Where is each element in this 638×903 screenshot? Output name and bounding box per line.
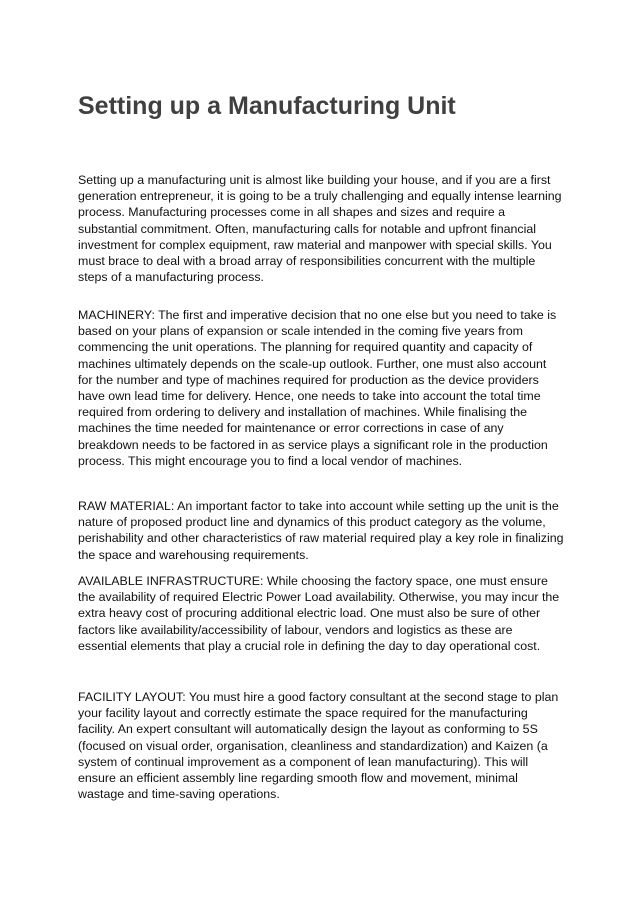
page-title: Setting up a Manufacturing Unit (78, 92, 456, 120)
raw-material-paragraph: RAW MATERIAL: An important factor to take into account while setting up the unit is the nature of proposed product line and dynamics of this product category as the volume, perishability and other characteristics of raw material required play a key role in finalizing the space and warehousing requirements. (78, 499, 564, 562)
intro-paragraph: Setting up a manufacturing unit is almost like building your house, and if you are a first generation entrepreneur, it is going to be a truly challenging and equally intense learning process. Manufacturing processes come in all shapes and sizes and require a substantial commitment. Often, manufacturing calls for notable and upfront financial investment for complex equipment, raw material and manpower with special skills. You must brace to deal with a broad array of responsibilities concurrent with the multiple steps of a manufacturing process. (78, 173, 562, 285)
available-infrastructure-paragraph: AVAILABLE INFRASTRUCTURE: While choosing the factory space, one must ensure the availability of required Electric Power Load availability. Otherwise, you may incur the extra heavy cost of procuring additional electric load. One must also be sure of other factors like availability/accessibility of labour, vendors and logistics as these are essential elements that play a crucial role in defining the day to day operational cost. (78, 574, 560, 653)
machinery-paragraph: MACHINERY: The first and imperative decision that no one else but you need to take is based on your plans of expansion or scale intended in the coming five years from commencing the unit operations. The planning for required quantity and capacity of machines ultimately depends on the scale-up outlook. Further, one must also account for the number and type of machines required for production as the device providers have own lead time for delivery. Hence, one needs to take into account the total time required from ordering to delivery and installation of machines. While finalising the machines the time needed for maintenance or error corrections in case of any breakdown needs to be factored in as service plays a significant role in the production process. This might encourage you to find a local vendor of machines. (78, 308, 557, 468)
facility-layout-paragraph: FACILITY LAYOUT: You must hire a good factory consultant at the second stage to plan your facility layout and correctly estimate the space required for the manufacturing facility. An expert consultant will automatically design the layout as conforming to 5S (focused on visual order, organisation, cleanliness and standardization) and Kaizen (a system of continual improvement as a component of lean manufacturing). This will ensure an efficient assembly line regarding smooth flow and movement, minimal wastage and time-saving operations. (78, 690, 559, 802)
